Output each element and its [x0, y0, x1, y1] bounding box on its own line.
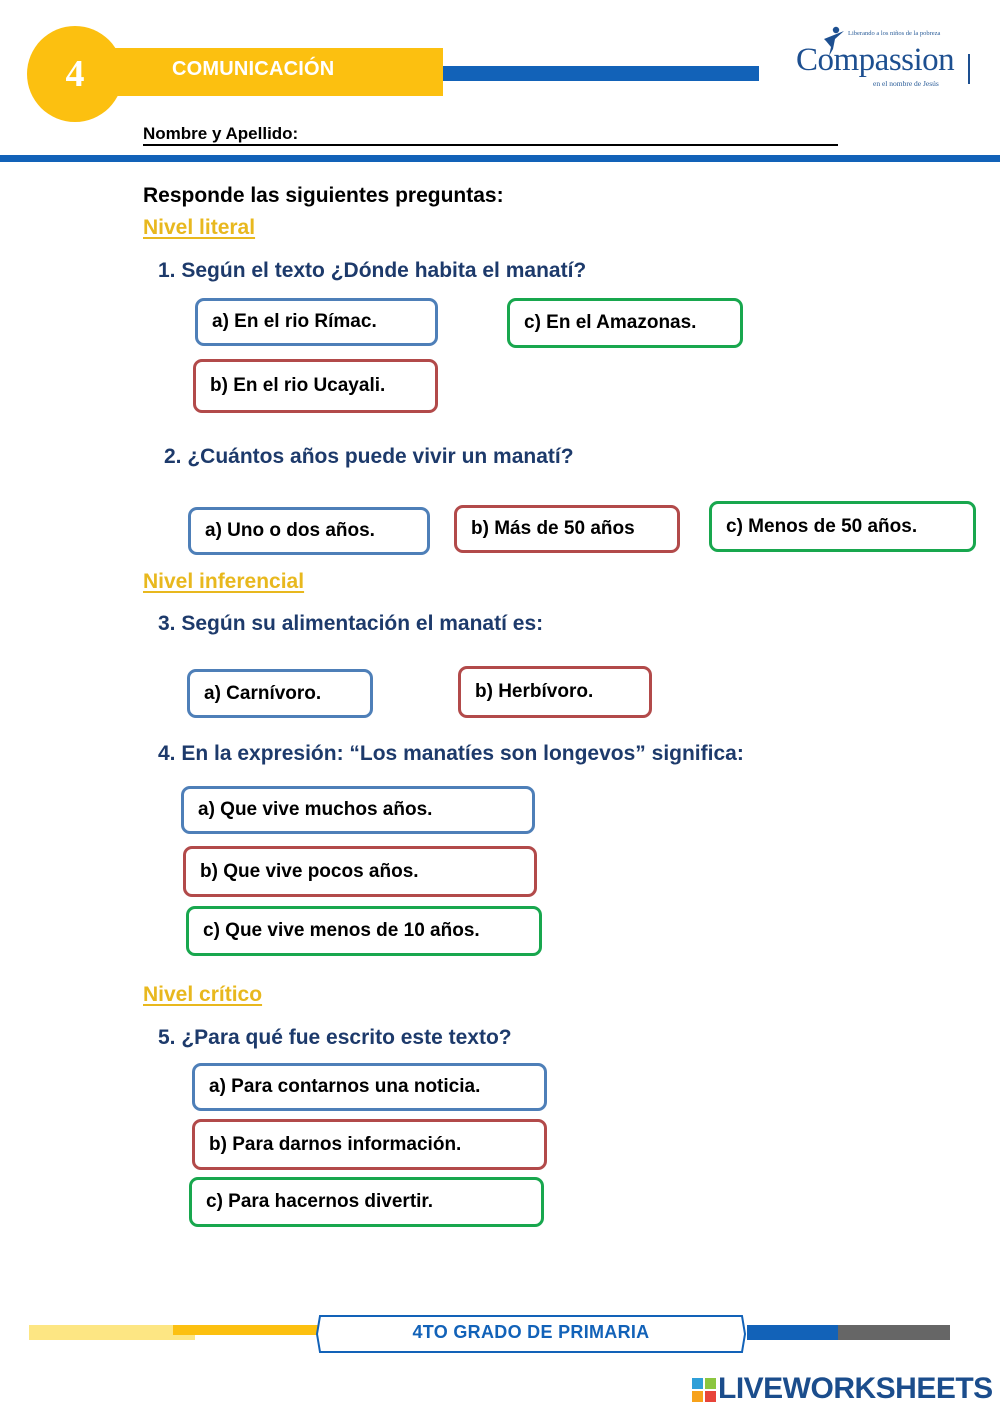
liveworksheets-brand[interactable]: LIVEWORKSHEETS: [718, 1372, 993, 1405]
level-literal-heading: Nivel literal: [143, 216, 256, 239]
level-inferencial-heading: Nivel inferencial: [143, 570, 305, 593]
q2-option-a[interactable]: a) Uno o dos años.: [188, 507, 430, 555]
header-blue-bar: [443, 66, 759, 81]
subject-title: COMUNICACIÓN: [172, 58, 335, 80]
q3-option-a[interactable]: a) Carnívoro.: [187, 669, 373, 718]
q2-option-b[interactable]: b) Más de 50 años: [454, 505, 680, 553]
footer-grade-label: 4TO GRADO DE PRIMARIA: [412, 1322, 650, 1342]
footer-gray-bar: [838, 1325, 950, 1340]
question-5: 5. ¿Para qué fue escrito este texto?: [158, 1026, 512, 1049]
q4-option-b[interactable]: b) Que vive pocos años.: [183, 846, 537, 897]
q5-option-a[interactable]: a) Para contarnos una noticia.: [192, 1063, 547, 1111]
instruction-heading: Responde las siguientes preguntas:: [143, 184, 504, 207]
question-2: 2. ¿Cuántos años puede vivir un manatí?: [164, 445, 574, 468]
name-input-line[interactable]: [143, 144, 838, 146]
q1-option-c[interactable]: c) En el Amazonas.: [507, 298, 743, 348]
q5-option-b[interactable]: b) Para darnos información.: [192, 1119, 547, 1170]
q4-option-a[interactable]: a) Que vive muchos años.: [181, 786, 535, 834]
grade-number-badge: 4: [27, 26, 123, 122]
logo-divider: [968, 54, 970, 84]
level-critico-heading: Nivel crítico: [143, 983, 263, 1006]
footer-blue-bar: [747, 1325, 839, 1340]
header-rule: [0, 155, 1000, 162]
liveworksheets-icon: [692, 1378, 716, 1402]
q4-option-c[interactable]: c) Que vive menos de 10 años.: [186, 906, 542, 956]
logo-wordmark: Compassion: [796, 42, 955, 78]
question-3: 3. Según su alimentación el manatí es:: [158, 612, 544, 635]
logo-subtitle: en el nombre de Jesús: [873, 79, 939, 88]
question-4: 4. En la expresión: “Los manatíes son longevos” significa:: [158, 742, 744, 765]
logo-tagline: Liberando a los niños de la pobreza: [848, 30, 941, 37]
q2-option-c[interactable]: c) Menos de 50 años.: [709, 501, 976, 552]
footer-yellow-bar: [173, 1325, 319, 1335]
q5-option-c[interactable]: c) Para hacernos divertir.: [189, 1177, 544, 1227]
footer-yellow-light-bar: [29, 1325, 195, 1340]
question-1: 1. Según el texto ¿Dónde habita el manatí?: [158, 259, 587, 282]
q3-option-b[interactable]: b) Herbívoro.: [458, 666, 652, 718]
q1-option-a[interactable]: a) En el rio Rímac.: [195, 298, 438, 346]
name-label: Nombre y Apellido:: [143, 124, 299, 143]
q1-option-b[interactable]: b) En el rio Ucayali.: [193, 359, 438, 413]
